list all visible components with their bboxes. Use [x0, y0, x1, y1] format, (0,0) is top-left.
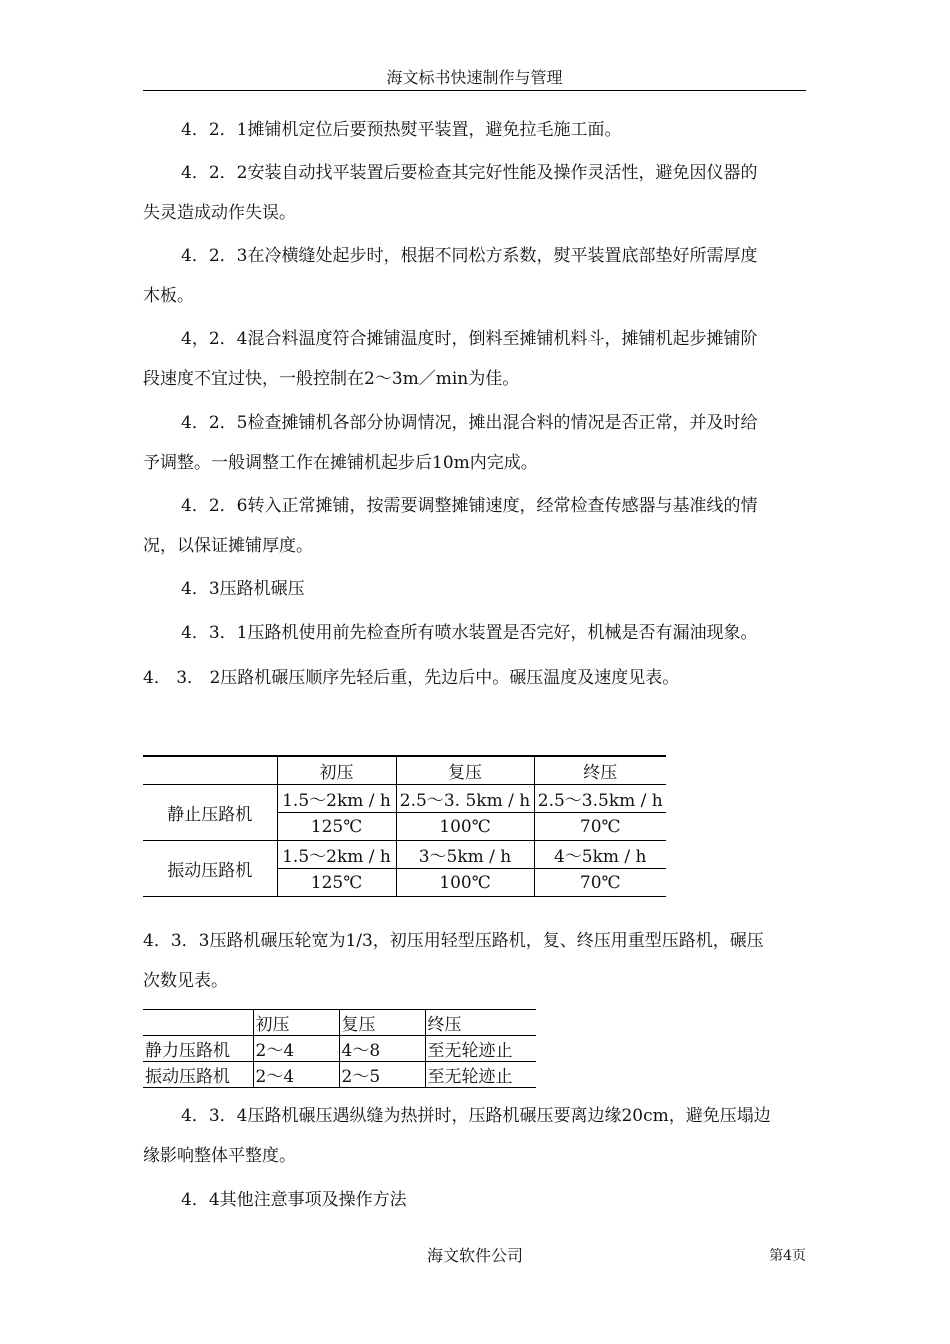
- cell-passes: 2～5: [339, 1062, 425, 1088]
- paragraph-4-2-3: 4．2．3在冷横缝处起步时，根据不同松方系数，熨平装置底部垫好所需厚度: [181, 246, 758, 266]
- row-label-vibratory-roller: 振动压路机: [143, 1062, 253, 1088]
- paragraph-4-3-3: 4．3．3压路机碾压轮宽为1/3，初压用轻型压路机，复、终压用重型压路机，碾压: [143, 931, 764, 951]
- cell-temperature: 125℃: [277, 813, 396, 841]
- cell-temperature: 70℃: [534, 869, 666, 897]
- table-row: [143, 1036, 536, 1062]
- header-re-pressing: 复压: [339, 1010, 425, 1036]
- cell-speed: 1.5～2km / h: [277, 841, 396, 869]
- header-re-pressing: 复压: [396, 756, 534, 785]
- paragraph-4-2-6-cont: 况，以保证摊铺厚度。: [143, 536, 313, 556]
- cell-passes: 2～4: [253, 1062, 339, 1088]
- footer-page-number: 第4页: [769, 1248, 806, 1264]
- paragraph-4-2-6: 4．2．6转入正常摊铺，按需要调整摊铺速度，经常检查传感器与基准线的情: [181, 496, 758, 516]
- table-corner-cell: [143, 756, 277, 785]
- paragraph-4-2-1: 4．2．1摊铺机定位后要预热熨平装置，避免拉毛施工面。: [181, 120, 622, 140]
- paragraph-4-3-1: 4．3．1压路机使用前先检查所有喷水装置是否完好，机械是否有漏油现象。: [181, 623, 758, 643]
- cell-speed: 1.5～2km / h: [277, 785, 396, 813]
- table-row: [143, 785, 666, 813]
- cell-temperature: 100℃: [396, 813, 534, 841]
- header-final-pressing: 终压: [425, 1010, 536, 1036]
- table-corner-cell: [143, 1010, 253, 1036]
- paragraph-4-2-4-cont: 段速度不宜过快，一般控制在2～3m／min为佳。: [143, 369, 520, 389]
- paragraph-4-2-3-cont: 木板。: [143, 286, 194, 306]
- paragraph-4-2-5-cont: 予调整。一般调整工作在摊铺机起步后10m内完成。: [143, 453, 538, 473]
- cell-speed: 3～5km / h: [396, 841, 534, 869]
- paragraph-4-2-4: 4，2．4混合料温度符合摊铺温度时，倒料至摊铺机料斗，摊铺机起步摊铺阶: [181, 329, 758, 349]
- paragraph-4-3-3-cont: 次数见表。: [143, 971, 228, 991]
- paragraph-4-3-2: 4． 3． 2压路机碾压顺序先轻后重，先边后中。碾压温度及速度见表。: [143, 668, 680, 688]
- paragraph-4-2-2: 4．2．2安装自动找平装置后要检查其完好性能及操作灵活性，避免因仪器的: [181, 163, 758, 183]
- paragraph-4-3-4: 4．3．4压路机碾压遇纵缝为热拼时，压路机碾压要离边缘20cm，避免压塌边: [181, 1106, 771, 1126]
- cell-speed: 2.5～3. 5km / h: [396, 785, 534, 813]
- paragraph-4-3-4-cont: 缘影响整体平整度。: [143, 1146, 296, 1166]
- header-final-pressing: 终压: [534, 756, 666, 785]
- paragraph-4-2-2-cont: 失灵造成动作失误。: [143, 203, 296, 223]
- cell-temperature: 125℃: [277, 869, 396, 897]
- paragraph-4-2-5: 4．2．5检查摊铺机各部分协调情况，摊出混合料的情况是否正常，并及时给: [181, 413, 758, 433]
- row-label-static-roller: 静止压路机: [143, 785, 277, 841]
- rolling-speed-temperature-table: [143, 755, 666, 897]
- cell-temperature: 100℃: [396, 869, 534, 897]
- cell-passes: 至无轮迹止: [425, 1036, 536, 1062]
- rolling-passes-table: [143, 1009, 536, 1088]
- cell-speed: 4～5km / h: [534, 841, 666, 869]
- cell-passes: 至无轮迹止: [425, 1062, 536, 1088]
- section-4-3-heading: 4．3压路机碾压: [181, 579, 305, 599]
- page-header: 海文标书快速制作与管理: [143, 66, 806, 91]
- cell-passes: 4～8: [339, 1036, 425, 1062]
- table-header-row: [143, 756, 666, 785]
- header-initial-pressing: 初压: [253, 1010, 339, 1036]
- row-label-vibratory-roller: 振动压路机: [143, 841, 277, 897]
- header-initial-pressing: 初压: [277, 756, 396, 785]
- cell-passes: 2～4: [253, 1036, 339, 1062]
- section-4-4-heading: 4．4其他注意事项及操作方法: [181, 1190, 407, 1210]
- row-label-static-roller: 静力压路机: [143, 1036, 253, 1062]
- cell-speed: 2.5～3.5km / h: [534, 785, 666, 813]
- cell-temperature: 70℃: [534, 813, 666, 841]
- footer-company: 海文软件公司: [426, 1246, 523, 1265]
- table-row: [143, 841, 666, 869]
- table-header-row: [143, 1010, 536, 1036]
- table-row: [143, 1062, 536, 1088]
